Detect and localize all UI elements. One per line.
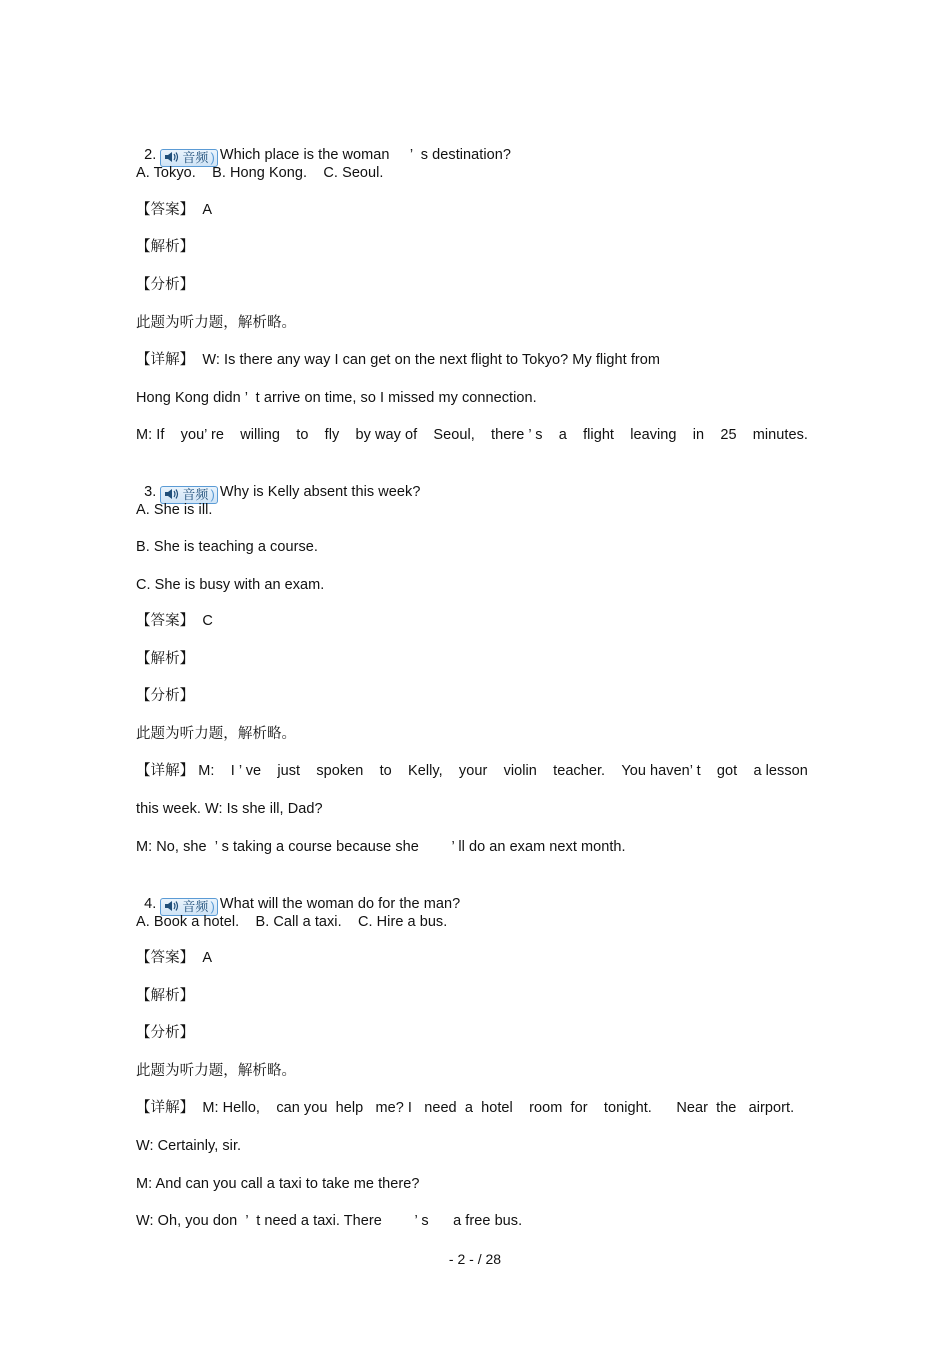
question-number: 3. <box>144 484 157 500</box>
word: just <box>277 763 301 779</box>
question-4-line <box>136 874 460 916</box>
analysis-note: 此题为听力题，解析略。 <box>136 726 297 742</box>
speaker-icon <box>164 151 180 163</box>
word: teacher. <box>553 763 606 779</box>
analysis-note: 此题为听力题，解析略。 <box>136 315 297 331</box>
word: 【详解】 M: <box>136 763 215 779</box>
detail-line: M: And can you call a taxi to take me there? <box>136 1176 420 1192</box>
question-2-options: A. Tokyo. B. Hong Kong. C. Seoul. <box>136 165 384 181</box>
word: spoken <box>316 763 364 779</box>
word: Kelly, <box>408 763 443 779</box>
word: fly <box>324 427 340 443</box>
word: minutes. <box>752 427 808 443</box>
word: M: If <box>136 427 165 443</box>
word: Seoul, <box>433 427 475 443</box>
word: to <box>379 763 392 779</box>
audio-label: 音频 <box>182 487 209 502</box>
word: I ’ ve <box>230 763 262 779</box>
word: violin <box>503 763 537 779</box>
detail-line: M: No, she ’ s taking a course because she ’ ll do an exam next month. <box>136 839 626 855</box>
word: in <box>692 427 705 443</box>
word: a <box>558 427 567 443</box>
question-number: 2. <box>144 147 157 163</box>
word: you’ re <box>180 427 224 443</box>
analysis-note: 此题为听力题，解析略。 <box>136 1063 297 1079</box>
option-c: C. She is busy with an exam. <box>136 577 325 593</box>
speaker-icon <box>164 488 180 500</box>
detail-line: 【详解】 M: Hello, can you help me? I need a hotel room for tonight. Near the airport. <box>136 1100 795 1116</box>
question-4-options: A. Book a hotel. B. Call a taxi. C. Hire a bus. <box>136 914 448 930</box>
detail-line: W: Oh, you don ’ t need a taxi. There ’ s a free bus. <box>136 1213 523 1229</box>
question-number: 4. <box>144 896 157 912</box>
detail-line-justified <box>136 761 808 781</box>
detail-line: 【详解】 W: Is there any way I can get on the next flight to Tokyo? My flight from <box>136 352 661 368</box>
word: by way of <box>355 427 418 443</box>
answer-2: 【答案】 A <box>136 202 213 218</box>
question-text: Why is Kelly absent this week? <box>219 484 421 500</box>
analysis-heading: 【解析】 <box>136 988 195 1004</box>
answer-4: 【答案】 A <box>136 950 213 966</box>
detail-line: W: Certainly, sir. <box>136 1138 242 1154</box>
word: willing <box>240 427 281 443</box>
option-b: B. She is teaching a course. <box>136 539 318 555</box>
analysis-heading: 【解析】 <box>136 239 195 255</box>
word: flight <box>583 427 615 443</box>
word: got <box>716 763 738 779</box>
analysis-subheading: 【分析】 <box>136 277 195 293</box>
word: a lesson <box>753 763 808 779</box>
word: 25 <box>720 427 737 443</box>
word: your <box>458 763 488 779</box>
answer-3: 【答案】 C <box>136 613 213 629</box>
analysis-heading: 【解析】 <box>136 651 195 667</box>
word: there ’ s <box>491 427 543 443</box>
question-text: What will the woman do for the man? <box>219 896 461 912</box>
option-a: A. She is ill. <box>136 502 213 518</box>
question-text: Which place is the woman ’ s destination? <box>219 147 511 163</box>
audio-label: 音频 <box>182 899 209 914</box>
detail-line-justified <box>136 425 808 445</box>
analysis-subheading: 【分析】 <box>136 688 195 704</box>
word: You haven’ t <box>621 763 701 779</box>
detail-line: this week. W: Is she ill, Dad? <box>136 801 323 817</box>
question-3-line <box>136 462 420 504</box>
audio-play-button[interactable]: 音频 ) <box>160 898 218 916</box>
analysis-subheading: 【分析】 <box>136 1025 195 1041</box>
word: leaving <box>630 427 677 443</box>
audio-play-button[interactable]: 音频 ) <box>160 486 218 504</box>
page-number: - 2 - / 28 <box>448 1251 502 1267</box>
detail-line: Hong Kong didn ’ t arrive on time, so I missed my connection. <box>136 390 537 406</box>
word: to <box>296 427 309 443</box>
audio-label: 音频 <box>182 150 209 165</box>
audio-play-button[interactable]: 音频 ) <box>160 149 218 167</box>
speaker-icon <box>164 900 180 912</box>
question-2-line <box>136 125 511 167</box>
